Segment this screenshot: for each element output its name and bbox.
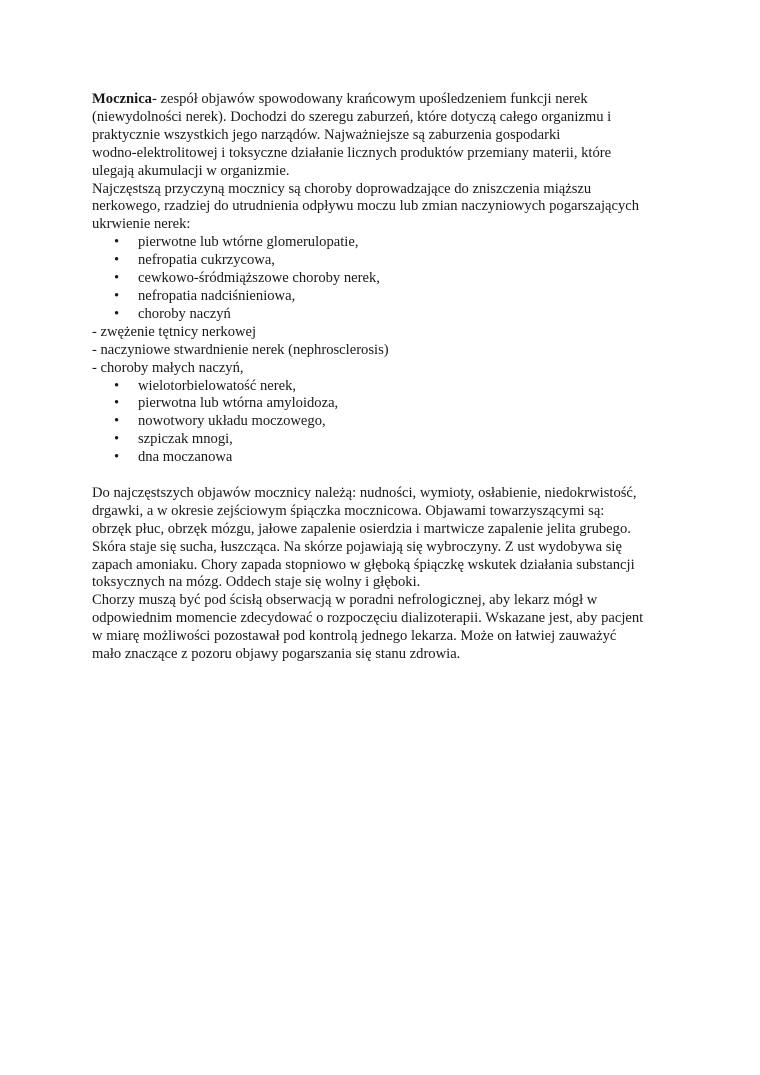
- care-paragraph: [92, 592, 682, 664]
- list-item: [92, 270, 682, 288]
- vascular-subitems: [92, 324, 682, 378]
- intro-line: (niewydolności nerek). Dochodzi do szeregu zaburzeń, które dotyczą całego organizmu i: [92, 108, 612, 125]
- list-item-text: cewkowo-śródmiąższowe choroby nerek,: [138, 270, 380, 287]
- list-item-text: wielotorbielowatość nerek,: [138, 377, 297, 394]
- intro-line: [92, 91, 682, 109]
- dash-item: - zwężenie tętnicy nerkowej: [92, 323, 257, 340]
- symptoms-line: obrzęk płuc, obrzęk mózgu, jałowe zapalenie osierdzia i martwicze zapalenie jelita grubego.: [92, 520, 631, 537]
- care-line: odpowiednim momencie zdecydować o rozpoczęciu dializoterapii. Wskazane jest, aby pacjent: [92, 610, 644, 627]
- bullet-icon: •: [114, 305, 120, 322]
- symptoms-line: drgawki, a w okresie zejściowym śpiączka mocznicowa. Objawami towarzyszącymi są:: [92, 502, 605, 519]
- symptoms-line: zapach amoniaku. Chory zapada stopniowo w głęboką śpiączkę wskutek działania substancji: [92, 556, 635, 573]
- list-item-text: dna moczanowa: [138, 449, 233, 466]
- bullet-icon: •: [114, 252, 120, 269]
- causes-paragraph: [92, 181, 682, 235]
- list-item-text: nefropatia nadciśnieniowa,: [138, 287, 296, 304]
- dash-item: - choroby małych naczyń,: [92, 359, 244, 376]
- symptoms-line: Skóra staje się sucha, łuszcząca. Na skórze pojawiają się wybroczyny. Z ust wydobywa się: [92, 538, 622, 555]
- bullet-icon: •: [114, 413, 120, 430]
- list-item: [92, 449, 682, 467]
- bullet-icon: •: [114, 449, 120, 466]
- care-line: Chorzy muszą być pod ścisłą obserwacją w poradni nefrologicznej, aby lekarz mógł w: [92, 592, 598, 609]
- list-item-text: szpiczak mnogi,: [138, 431, 233, 448]
- symptoms-line: toksycznych na mózg. Oddech staje się wolny i głęboki.: [92, 574, 421, 591]
- causes-line: ukrwienie nerek:: [92, 216, 191, 233]
- bullet-icon: •: [114, 431, 120, 448]
- list-item-text: nowotwory układu moczowego,: [138, 413, 326, 430]
- bullet-icon: •: [114, 287, 120, 304]
- list-item: [92, 288, 682, 306]
- paragraph-spacer: [92, 467, 682, 485]
- document-page: [92, 91, 682, 664]
- symptoms-paragraph: [92, 485, 682, 592]
- causes-list-primary: [92, 234, 682, 324]
- list-item: [92, 306, 682, 324]
- care-line: w miarę możliwości pozostawał pod kontrolą jednego lekarza. Może on łatwiej zauważyć: [92, 628, 617, 645]
- list-item: [92, 413, 682, 431]
- list-item: [92, 234, 682, 252]
- list-item-text: pierwotne lub wtórne glomerulopatie,: [138, 234, 359, 251]
- list-item: [92, 395, 682, 413]
- bullet-icon: •: [114, 395, 120, 412]
- causes-list-secondary: [92, 378, 682, 468]
- intro-line: ulegają akumulacji w organizmie.: [92, 162, 290, 179]
- list-item-text: pierwotna lub wtórna amyloidoza,: [138, 395, 339, 412]
- dash-item: - naczyniowe stwardnienie nerek (nephrosclerosis): [92, 341, 389, 358]
- causes-line: nerkowego, rzadziej do utrudnienia odpływu moczu lub zmian naczyniowych pogarszających: [92, 198, 640, 215]
- causes-line: Najczęstszą przyczyną mocznicy są choroby doprowadzające do zniszczenia miąższu: [92, 180, 592, 197]
- intro-line: praktycznie wszystkich jego narządów. Najważniejsze są zaburzenia gospodarki: [92, 126, 561, 143]
- symptoms-line: Do najczęstszych objawów mocznicy należą: nudności, wymioty, osłabienie, niedokrwistość,: [92, 484, 637, 501]
- list-item: [92, 378, 682, 396]
- term-heading: Mocznica: [92, 91, 152, 107]
- intro-line: wodno-elektrolitowej i toksyczne działanie licznych produktów przemiany materii, które: [92, 144, 612, 161]
- bullet-icon: •: [114, 377, 120, 394]
- intro-line-text: - zespół objawów spowodowany krańcowym upośledzeniem funkcji nerek: [151, 91, 588, 107]
- intro-paragraph: [92, 91, 682, 181]
- bullet-icon: •: [114, 234, 120, 251]
- bullet-icon: •: [114, 270, 120, 287]
- list-item: [92, 252, 682, 270]
- list-item: [92, 431, 682, 449]
- list-item-text: choroby naczyń: [138, 305, 231, 322]
- list-item-text: nefropatia cukrzycowa,: [138, 252, 275, 269]
- care-line: mało znaczące z pozoru objawy pogarszania się stanu zdrowia.: [92, 646, 461, 663]
